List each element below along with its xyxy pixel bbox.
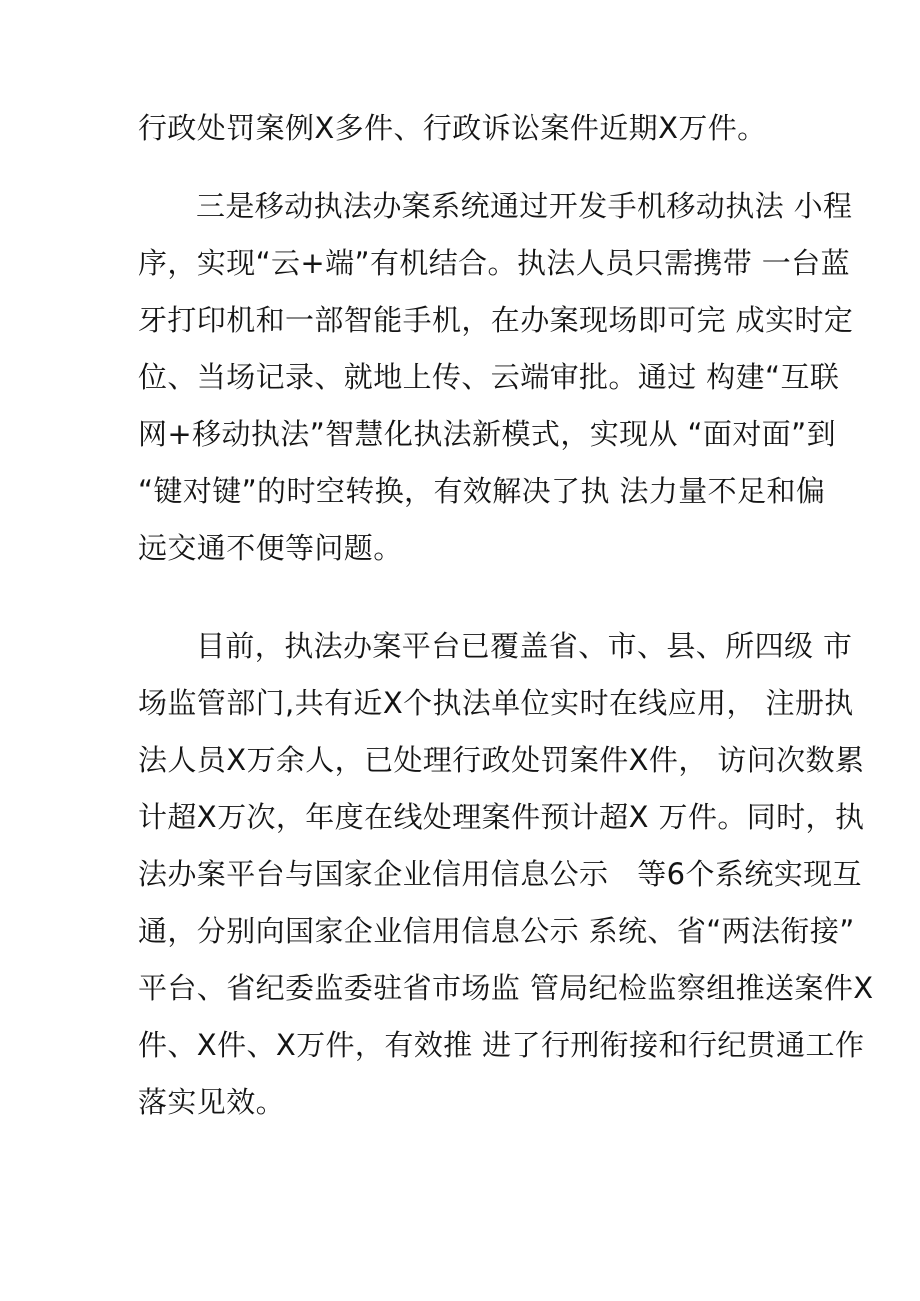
- paragraph-2-line-2: 序，实现“云+端”有机结合。执法人员只需携带 一台蓝: [138, 246, 850, 280]
- paragraph-2-line-4: 位、当场记录、就地上传、云端审批。通过 构建“互联: [138, 360, 840, 394]
- paragraph-3-line-6: 通，分别向国家企业信用信息公示 系统、省“两法衔接”: [138, 914, 855, 948]
- paragraph-2-line-1: 三是移动执法办案系统通过开发手机移动执法 小程: [196, 189, 853, 223]
- paragraph-3-line-8: 件、X件、X万件，有效推 进了行刑衔接和行纪贯通工作: [138, 1028, 865, 1062]
- paragraph-3-line-3: 法人员X万余人，已处理行政处罚案件X件， 访问次数累: [138, 743, 865, 777]
- paragraph-2-line-7: 远交通不便等问题。: [138, 531, 403, 565]
- paragraph-3-line-7: 平台、省纪委监委驻省市场监 管局纪检监察组推送案件X: [138, 971, 874, 1005]
- paragraph-2-line-5: 网+移动执法”智慧化执法新模式，实现从 “面对面”到: [138, 417, 836, 451]
- paragraph-1-line-1: 行政处罚案例X多件、行政诉讼案件近期X万件。: [138, 111, 767, 145]
- paragraph-2-line-6: “键对键”的时空转换，有效解决了执 法力量不足和偏: [138, 474, 826, 508]
- paragraph-3-line-4: 计超X万次，年度在线处理案件预计超X 万件。同时，执: [138, 800, 865, 834]
- paragraph-3-line-9: 落实见效。: [138, 1085, 286, 1119]
- paragraph-3-line-5: 法办案平台与国家企业信用信息公示 等6个系统实现互: [138, 857, 862, 891]
- paragraph-3-line-2: 场监管部门,共有近X个执法单位实时在线应用， 注册执: [138, 686, 854, 720]
- paragraph-2-line-3: 牙打印机和一部智能手机，在办案现场即可完 成实时定: [138, 303, 854, 337]
- paragraph-3-line-1: 目前，执法办案平台已覆盖省、市、县、所四级 市: [196, 629, 853, 663]
